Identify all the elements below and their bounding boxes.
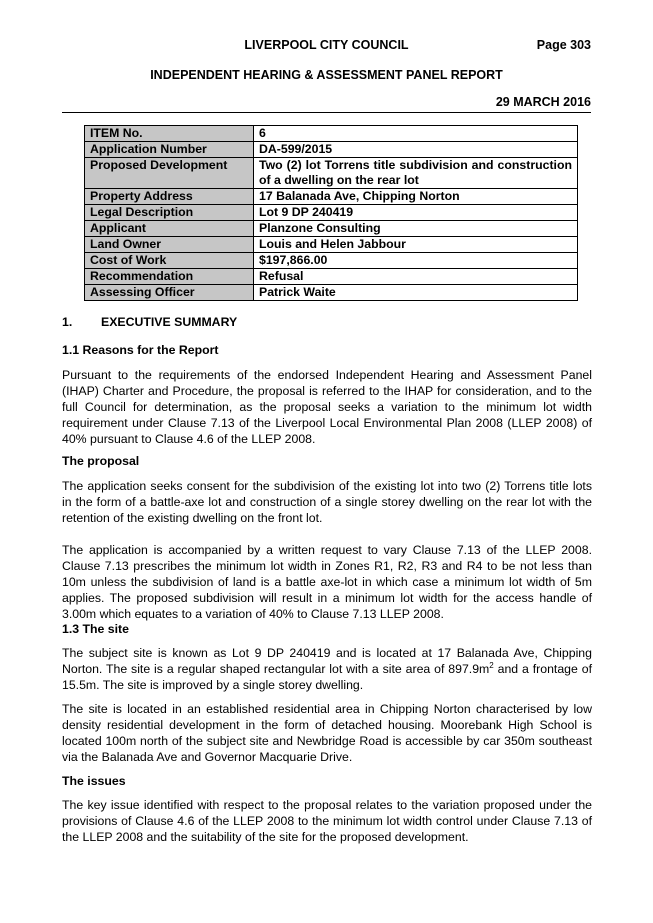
section-heading-executive-summary bbox=[62, 314, 592, 330]
row-label: Recommendation bbox=[85, 269, 254, 285]
row-label: Cost of Work bbox=[85, 253, 254, 269]
table-row bbox=[85, 237, 578, 253]
item-details-table bbox=[84, 125, 578, 301]
table-row bbox=[85, 285, 578, 301]
proposal-paragraph-1: The application seeks consent for the subdivision of the existing lot into two (2) Torrens title lots in the form of a battle-axe lot and construction of a single storey dwelling on the rear lot with the retention of the existing dwelling on the front lot. bbox=[62, 479, 592, 525]
row-label: Assessing Officer bbox=[85, 285, 254, 301]
page-number: Page 303 bbox=[536, 38, 591, 52]
row-value: Planzone Consulting bbox=[254, 221, 578, 237]
table-row bbox=[85, 126, 578, 142]
row-label: Land Owner bbox=[85, 237, 254, 253]
row-label: Proposed Development bbox=[85, 158, 254, 189]
site-paragraph-1 bbox=[62, 645, 592, 693]
row-value: 6 bbox=[254, 126, 578, 142]
proposal-heading: The proposal bbox=[62, 454, 140, 468]
area-unit-superscript: 2 bbox=[489, 660, 494, 670]
section-title: EXECUTIVE SUMMARY bbox=[101, 315, 238, 329]
report-date: 29 MARCH 2016 bbox=[495, 95, 591, 109]
row-value: $197,866.00 bbox=[254, 253, 578, 269]
row-label: Property Address bbox=[85, 189, 254, 205]
row-label: Legal Description bbox=[85, 205, 254, 221]
issues-heading: The issues bbox=[62, 774, 126, 788]
row-value: Patrick Waite bbox=[254, 285, 578, 301]
row-value: Louis and Helen Jabbour bbox=[254, 237, 578, 253]
header-divider bbox=[62, 112, 591, 113]
row-value: Refusal bbox=[254, 269, 578, 285]
table-row bbox=[85, 205, 578, 221]
row-value: 17 Balanada Ave, Chipping Norton bbox=[254, 189, 578, 205]
row-value: DA-599/2015 bbox=[254, 142, 578, 158]
row-label: ITEM No. bbox=[85, 126, 254, 142]
table-row bbox=[85, 142, 578, 158]
site-text-start: The subject site is known as Lot 9 DP 240419 and is located at 17 Balanada Ave, Chipping Norton. The site is a regular shaped rectangular lot with a site area of 897.9m bbox=[62, 646, 592, 676]
proposal-paragraph-2: The application is accompanied by a written request to vary Clause 7.13 of the LLEP 2008. Clause 7.13 prescribes the minimum lot width in Zones R1, R2, R3 and R4 to be not less than 10m unless the subdivision of land is a battle axe-lot in which case a minimum lot width of 5m applies. The proposed subdivision will result in a minimum lot width for the access handle of 3.00m which equates to a variation of 40% to Clause 7.13 LLEP 2008. bbox=[62, 543, 592, 621]
section-number: 1. bbox=[62, 315, 73, 329]
table-row bbox=[85, 189, 578, 205]
table-row bbox=[85, 253, 578, 269]
table-row bbox=[85, 158, 578, 189]
site-text-end: and a frontage of 15.5m. The site is improved by a single storey dwelling. bbox=[62, 662, 592, 692]
report-title: INDEPENDENT HEARING & ASSESSMENT PANEL REPORT bbox=[150, 68, 503, 82]
council-name: LIVERPOOL CITY COUNCIL bbox=[244, 38, 409, 52]
row-value: Two (2) lot Torrens title subdivision and construction of a dwelling on the rear lot bbox=[254, 158, 578, 189]
site-paragraph-2: The site is located in an established residential area in Chipping Norton characterised by low density residential development in the form of detached housing. Moorebank High School is located 100m north of the subject site and Newbridge Road is accessible by car 350m southeast via the Balanada Ave and Governor Macquarie Drive. bbox=[62, 702, 592, 764]
row-value: Lot 9 DP 240419 bbox=[254, 205, 578, 221]
row-label: Application Number bbox=[85, 142, 254, 158]
row-label: Applicant bbox=[85, 221, 254, 237]
reasons-heading: 1.1 Reasons for the Report bbox=[62, 343, 219, 357]
table-row bbox=[85, 269, 578, 285]
reasons-paragraph: Pursuant to the requirements of the endorsed Independent Hearing and Assessment Panel (IHAP) Charter and Procedure, the proposal is referred to the IHAP for consideration, and to the full Council for determination, as the proposal seeks a variation to the minimum lot width requirement under Clause 7.13 of the Liverpool Local Environmental Plan 2008 (LLEP 2008) of 40% pursuant to Clause 4.6 of the LLEP 2008. bbox=[62, 368, 592, 446]
site-heading: 1.3 The site bbox=[62, 622, 129, 636]
issues-paragraph: The key issue identified with respect to the proposal relates to the variation proposed under the provisions of Clause 4.6 of the LLEP 2008 to the minimum lot width control under Clause 7.13 of the LLEP 2008 and the suitability of the site for the proposed development. bbox=[62, 798, 592, 844]
table-row bbox=[85, 221, 578, 237]
